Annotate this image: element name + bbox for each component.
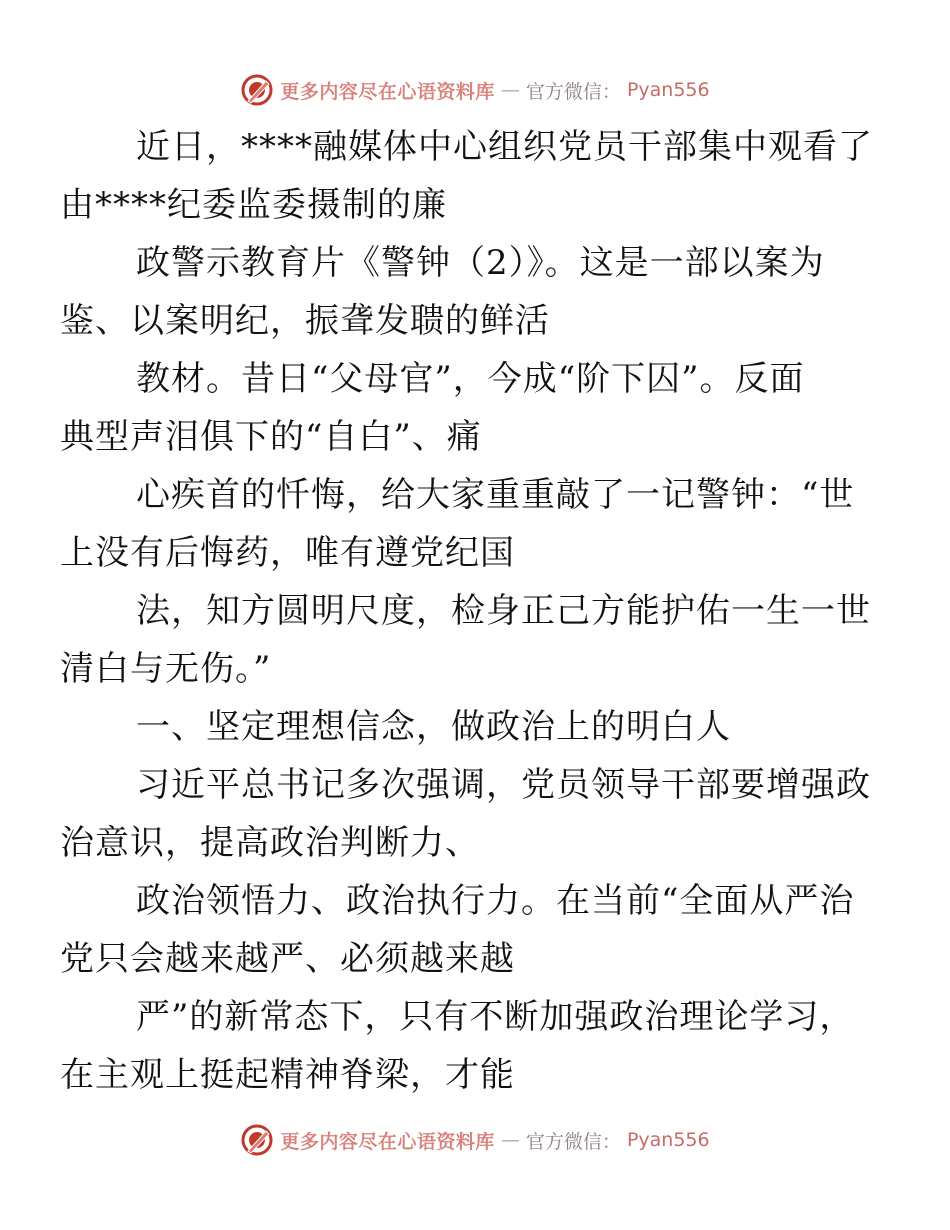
paragraph: [60, 756, 871, 872]
text-line: 教材。昔日“父母官”，今成“阶下囚”。反面: [136, 359, 805, 399]
text-line: 在主观上挺起精神脊梁，才能: [60, 1055, 515, 1095]
header-watermark: [0, 70, 950, 110]
watermark-dash: —: [500, 79, 520, 101]
text-line: 由****纪委监委摄制的廉: [60, 185, 447, 225]
watermark-dash: —: [500, 1129, 520, 1151]
paragraph: [60, 118, 873, 234]
paragraph: [60, 872, 858, 988]
section-heading: [98, 698, 858, 756]
watermark-official-label: 官方微信：: [525, 80, 621, 103]
text-line: 典型声泪俱下的“自白”、痛: [60, 417, 482, 457]
watermark-wechat-id: Pyan556: [626, 79, 710, 101]
text-line: 严”的新常态下，只有不断加强政治理论学习，: [136, 997, 855, 1037]
watermark-text: 更多内容尽在心语资料库: [280, 80, 495, 103]
paragraph: [60, 466, 858, 582]
heading-text: 一、坚定理想信念，做政治上的明白人: [136, 707, 731, 747]
paragraph: [60, 234, 858, 350]
watermark-official-label: 官方微信：: [525, 1130, 621, 1153]
text-line: 法，知方圆明尺度，检身正己方能护佑一生一世: [136, 591, 871, 631]
pen-logo-icon: [240, 73, 274, 107]
watermark-wechat-id: Pyan556: [626, 1129, 710, 1151]
text-line: 政警示教育片《警钟（2）》。这是一部以案为: [136, 243, 825, 283]
paragraph: [60, 350, 858, 466]
text-line: 党只会越来越严、必须越来越: [60, 939, 515, 979]
text-line: 治意识，提高政治判断力、: [60, 823, 480, 863]
footer-watermark: [0, 1120, 950, 1160]
text-line: 政治领悟力、政治执行力。在当前“全面从严治: [136, 881, 855, 921]
paragraph: [60, 582, 871, 698]
text-line: 清白与无伤。”: [60, 649, 272, 689]
text-line: 上没有后悔药，唯有遵党纪国: [60, 533, 515, 573]
document-body: [60, 118, 873, 1104]
text-line: 心疾首的忏悔，给大家重重敲了一记警钟：“世: [136, 475, 855, 515]
pen-logo-icon: [240, 1123, 274, 1157]
watermark-text: 更多内容尽在心语资料库: [280, 1130, 495, 1153]
text-line: 鉴、以案明纪，振聋发聩的鲜活: [60, 301, 550, 341]
text-line: 习近平总书记多次强调，党员领导干部要增强政: [136, 765, 871, 805]
text-line: 近日，****融媒体中心组织党员干部集中观看了: [136, 127, 873, 167]
paragraph: [60, 988, 858, 1104]
